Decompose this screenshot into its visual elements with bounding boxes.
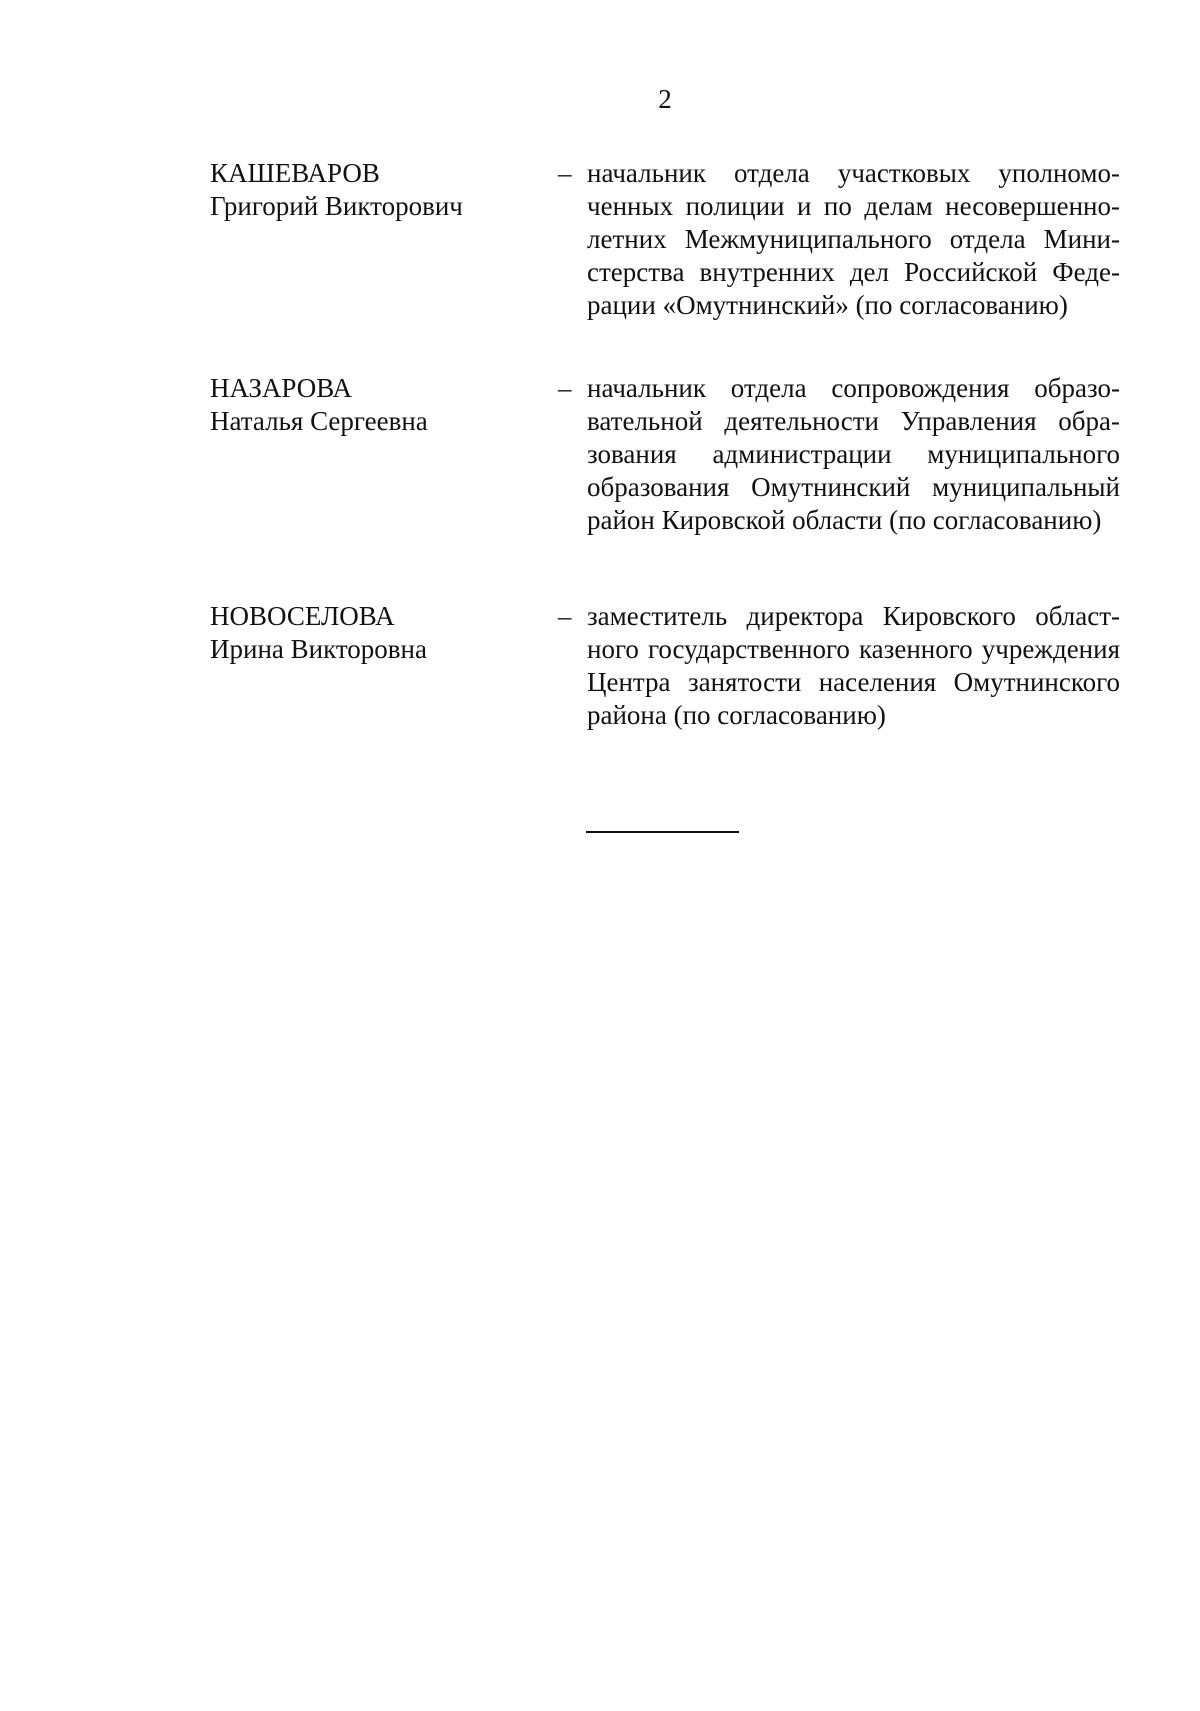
member-name <box>210 157 550 223</box>
member-surname: НОВОСЕЛОВА <box>210 601 395 631</box>
member-given-names: Григорий Викторович <box>210 191 463 221</box>
member-given-names: Ирина Викторовна <box>210 634 427 664</box>
member-surname: КАШЕВАРОВ <box>210 158 380 188</box>
dash-separator: – <box>558 158 572 188</box>
member-name <box>210 372 550 438</box>
dash-separator: – <box>558 601 572 631</box>
end-separator-line <box>586 831 739 833</box>
member-name <box>210 600 550 666</box>
member-role: начальник отдела сопровождения образовательной деятельности Управления образования администрации муниципального образования Омутнинский муниципальный район Кировской области (по согласованию) <box>587 373 1120 535</box>
member-role: начальник отдела участковых уполномоченных полиции и по делам несовершеннолетних Межмуниципального отдела Министерства внутренних дел Российской Федерации «Омутнинский» (по согласованию) <box>587 158 1120 320</box>
member-role: заместитель директора Кировского областного государственного казенного учреждения Центра занятости населения Омутнинского района (по согласованию) <box>587 601 1120 730</box>
dash-separator: – <box>558 373 572 403</box>
member-surname: НАЗАРОВА <box>210 373 353 403</box>
page-number: 2 <box>658 84 672 114</box>
member-given-names: Наталья Сергеевна <box>210 406 428 436</box>
